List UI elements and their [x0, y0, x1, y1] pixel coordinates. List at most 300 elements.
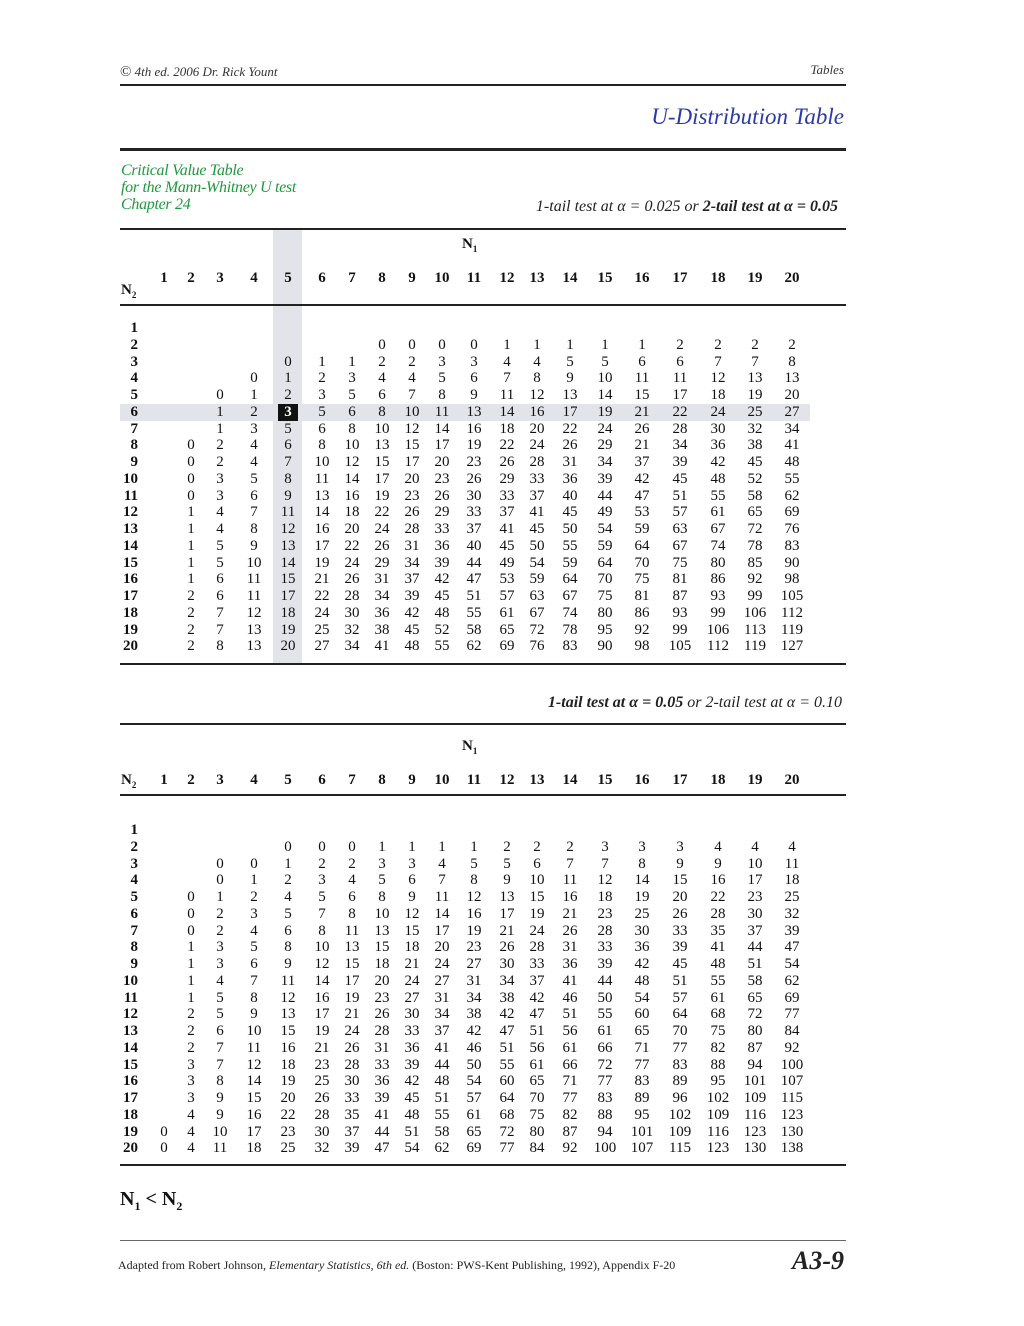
table-cell: 15 — [404, 437, 420, 454]
table-cell: 12 — [529, 387, 545, 403]
table-cell: 78 — [562, 621, 578, 638]
table-cell: 8 — [284, 939, 292, 956]
column-header: 17 — [672, 772, 688, 788]
table-cell: 2 — [216, 905, 224, 922]
table-cell: 1 — [187, 504, 195, 521]
table-cell: 41 — [374, 1106, 390, 1123]
table-cell: 1 — [187, 972, 195, 989]
table-cell: 98 — [634, 638, 650, 655]
table-cell: 3 — [250, 905, 258, 922]
table-cell: 99 — [747, 588, 763, 604]
table-cell: 24 — [314, 604, 330, 621]
table-cell: 0 — [187, 889, 195, 905]
table-cell: 86 — [634, 604, 650, 621]
table-cell: 80 — [597, 604, 613, 621]
table-cell: 36 — [404, 1039, 420, 1056]
note-n1-sub: 1 — [134, 1199, 141, 1213]
table-cell: 6 — [638, 353, 646, 370]
row-header: 19 — [123, 621, 138, 638]
table-cell: 23 — [374, 989, 390, 1006]
table-cell: 28 — [672, 420, 688, 437]
t2-bold: 1-tail test at — [547, 694, 630, 711]
column-header: 1 — [160, 772, 168, 788]
table-cell: 9 — [676, 855, 684, 872]
table-cell: 33 — [434, 521, 450, 537]
table-cell: 93 — [710, 588, 726, 604]
row-header: 12 — [123, 1006, 138, 1023]
table-cell: 18 — [344, 504, 360, 521]
table-cell: 1 — [470, 838, 478, 855]
table-cell: 44 — [466, 554, 482, 571]
table-cell: 49 — [499, 554, 515, 571]
table-cell: 12 — [404, 420, 420, 437]
table-cell: 1 — [378, 838, 386, 855]
table-cell: 16 — [466, 905, 482, 922]
table-cell: 47 — [784, 939, 800, 956]
table-cell: 76 — [784, 521, 800, 537]
table-cell: 14 — [280, 554, 296, 571]
table-cell: 18 — [246, 1140, 262, 1157]
table-cell: 30 — [466, 487, 482, 504]
table-cell: 4 — [187, 1140, 195, 1157]
table-cell: 15 — [280, 571, 296, 588]
table-cell: 35 — [344, 1106, 360, 1123]
table-cell: 0 — [438, 336, 446, 353]
table-cell: 54 — [784, 956, 800, 972]
table-cell: 39 — [404, 1056, 420, 1073]
table-cell: 75 — [634, 571, 650, 588]
table-cell: 40 — [562, 487, 578, 504]
table-cell: 0 — [408, 336, 416, 353]
table-cell: 14 — [634, 872, 650, 889]
table-cell: 9 — [250, 537, 258, 554]
table-cell: 9 — [470, 387, 478, 403]
table-cell: 12 — [314, 956, 330, 972]
table-cell: 2 — [187, 638, 195, 655]
row-header: 8 — [130, 437, 138, 454]
table-cell: 86 — [710, 571, 726, 588]
highlighted-cell: 3 — [278, 404, 298, 421]
table-cell: 23 — [404, 487, 420, 504]
table-cell: 2 — [187, 1006, 195, 1023]
table-cell: 10 — [246, 1023, 262, 1039]
table-cell: 25 — [280, 1140, 296, 1157]
table-cell: 130 — [743, 1140, 767, 1157]
table-cell: 17 — [747, 872, 763, 889]
table-cell: 19 — [280, 621, 296, 638]
table-cell: 47 — [499, 1023, 515, 1039]
table-cell: 1 — [408, 838, 416, 855]
table-cell: 3 — [187, 1073, 195, 1090]
table-cell: 17 — [314, 1006, 330, 1023]
table-cell: 14 — [597, 387, 613, 403]
table-cell: 4 — [187, 1123, 195, 1140]
table-cell: 3 — [216, 956, 224, 972]
table-cell: 22 — [374, 504, 390, 521]
column-header: 14 — [562, 270, 578, 286]
table-cell: 28 — [374, 1023, 390, 1039]
table-cell: 66 — [562, 1056, 578, 1073]
table-cell: 44 — [374, 1123, 390, 1140]
table-cell: 25 — [747, 403, 763, 420]
table-cell: 34 — [784, 420, 800, 437]
table-cell: 16 — [466, 420, 482, 437]
table-cell: 3 — [216, 470, 224, 487]
table-cell: 1 — [503, 336, 511, 353]
table-cell: 26 — [374, 537, 390, 554]
table-cell: 8 — [284, 470, 292, 487]
table-cell: 21 — [634, 437, 650, 454]
table-cell: 102 — [706, 1090, 730, 1106]
table-cell: 1 — [438, 838, 446, 855]
caption-line2: for the Mann-Whitney U test — [121, 179, 296, 196]
table-cell: 4 — [216, 972, 224, 989]
table-cell: 48 — [434, 604, 450, 621]
table-cell: 77 — [499, 1140, 515, 1157]
table-cell: 2 — [566, 838, 574, 855]
table-cell: 1 — [250, 872, 258, 889]
table-cell: 5 — [250, 939, 258, 956]
table-cell: 93 — [672, 604, 688, 621]
t1-bold2: = 0.05 — [792, 198, 838, 215]
table-cell: 52 — [747, 470, 763, 487]
table-cell: 0 — [160, 1140, 168, 1157]
table-cell: 26 — [672, 905, 688, 922]
table-cell: 8 — [348, 905, 356, 922]
table-cell: 20 — [434, 939, 450, 956]
table-cell: 67 — [672, 537, 688, 554]
table-cell: 8 — [348, 420, 356, 437]
citation-prefix: Adapted from Robert Johnson, — [118, 1258, 269, 1272]
row-header: 10 — [123, 470, 138, 487]
table-cell: 42 — [710, 454, 726, 470]
table-cell: 33 — [672, 922, 688, 939]
table-cell: 2 — [378, 353, 386, 370]
table-cell: 123 — [706, 1140, 730, 1157]
note-lt: < — [140, 1188, 162, 1210]
row-header: 2 — [130, 336, 138, 353]
table-cell: 8 — [250, 521, 258, 537]
table-cell: 4 — [250, 437, 258, 454]
table-cell: 12 — [344, 454, 360, 470]
table-cell: 3 — [601, 838, 609, 855]
table-cell: 50 — [562, 521, 578, 537]
table-cell: 48 — [404, 638, 420, 655]
table-cell: 83 — [562, 638, 578, 655]
table-cell: 77 — [597, 1073, 613, 1090]
table-cell: 31 — [466, 972, 482, 989]
row-header: 4 — [130, 370, 138, 387]
table-cell: 7 — [216, 621, 224, 638]
table-cell: 42 — [529, 989, 545, 1006]
footer-citation — [118, 1258, 675, 1273]
table-cell: 6 — [470, 370, 478, 387]
table-cell: 51 — [466, 588, 482, 604]
table-cell: 19 — [597, 403, 613, 420]
table-cell: 113 — [744, 621, 766, 638]
table-cell: 41 — [562, 972, 578, 989]
table-cell: 11 — [280, 504, 296, 521]
table-cell: 40 — [466, 537, 482, 554]
column-header: 1 — [160, 270, 168, 286]
table-cell: 62 — [434, 1140, 450, 1157]
table-cell: 17 — [314, 537, 330, 554]
table-cell: 17 — [374, 470, 390, 487]
table-cell: 9 — [408, 889, 416, 905]
column-header: 5 — [284, 772, 292, 788]
t1-plain1: 1-tail test at — [535, 198, 618, 215]
table-cell: 19 — [634, 889, 650, 905]
table-cell: 1 — [187, 939, 195, 956]
table-cell: 85 — [747, 554, 763, 571]
table-cell: 53 — [499, 571, 515, 588]
table-cell: 60 — [634, 1006, 650, 1023]
table-cell: 20 — [344, 521, 360, 537]
column-header: 11 — [466, 270, 482, 286]
table-cell: 5 — [601, 353, 609, 370]
table-cell: 2 — [348, 855, 356, 872]
table-cell: 8 — [438, 387, 446, 403]
column-header: 4 — [250, 270, 258, 286]
table-cell: 26 — [499, 939, 515, 956]
table-cell: 94 — [747, 1056, 763, 1073]
table-cell: 38 — [499, 989, 515, 1006]
table-cell: 45 — [672, 470, 688, 487]
table-cell: 74 — [562, 604, 578, 621]
table-cell: 106 — [706, 621, 730, 638]
table-cell: 4 — [216, 521, 224, 537]
table-cell: 16 — [280, 1039, 296, 1056]
table-cell: 61 — [499, 604, 515, 621]
table-cell: 16 — [562, 889, 578, 905]
table-cell: 23 — [747, 889, 763, 905]
table-cell: 92 — [634, 621, 650, 638]
table-cell: 9 — [284, 487, 292, 504]
table-cell: 81 — [672, 571, 688, 588]
table-cell: 1 — [284, 855, 292, 872]
table-cell: 75 — [597, 588, 613, 604]
table-cell: 5 — [470, 855, 478, 872]
table-cell: 29 — [597, 437, 613, 454]
table-cell: 71 — [562, 1073, 578, 1090]
table-cell: 0 — [318, 838, 326, 855]
table-cell: 0 — [378, 336, 386, 353]
table-cell: 50 — [529, 537, 545, 554]
table-cell: 41 — [710, 939, 726, 956]
column-header: 3 — [216, 772, 224, 788]
table-cell: 4 — [714, 838, 722, 855]
table-cell: 0 — [187, 487, 195, 504]
table-cell: 15 — [280, 1023, 296, 1039]
table-cell: 16 — [710, 872, 726, 889]
table-cell: 37 — [466, 521, 482, 537]
table-cell: 30 — [634, 922, 650, 939]
table-cell: 45 — [404, 621, 420, 638]
table-cell: 24 — [597, 420, 613, 437]
table-cell: 37 — [634, 454, 650, 470]
table-cell: 2 — [284, 387, 292, 403]
table-cell: 99 — [672, 621, 688, 638]
table-cell: 50 — [466, 1056, 482, 1073]
table-cell: 18 — [784, 872, 800, 889]
table-cell: 34 — [404, 554, 420, 571]
table-cell: 23 — [434, 470, 450, 487]
table-cell: 6 — [676, 353, 684, 370]
table-cell: 66 — [597, 1039, 613, 1056]
table-cell: 8 — [533, 370, 541, 387]
row-header: 18 — [123, 604, 138, 621]
row-header: 7 — [130, 922, 138, 939]
table-cell: 5 — [216, 989, 224, 1006]
table-cell: 4 — [438, 855, 446, 872]
table-cell: 13 — [374, 437, 390, 454]
table-cell: 2 — [216, 454, 224, 470]
table-cell: 32 — [344, 621, 360, 638]
table-cell: 62 — [784, 487, 800, 504]
table-cell: 4 — [348, 872, 356, 889]
column-header: 18 — [710, 270, 726, 286]
table-cell: 27 — [434, 972, 450, 989]
table-cell: 22 — [280, 1106, 296, 1123]
table-cell: 39 — [374, 1090, 390, 1106]
row-header: 3 — [130, 353, 138, 370]
header-left — [120, 64, 278, 81]
table-cell: 54 — [634, 989, 650, 1006]
table-cell: 16 — [246, 1106, 262, 1123]
table-cell: 95 — [597, 621, 613, 638]
table-cell: 25 — [314, 1073, 330, 1090]
table-cell: 11 — [434, 889, 450, 905]
table-cell: 36 — [434, 537, 450, 554]
table-cell: 28 — [344, 588, 360, 604]
table-cell: 19 — [280, 1073, 296, 1090]
table-cell: 0 — [250, 370, 258, 387]
table-cell: 1 — [638, 336, 646, 353]
table2-top-rule — [120, 723, 846, 725]
n1-label — [462, 236, 477, 254]
row-header: 7 — [130, 420, 138, 437]
table-cell: 0 — [284, 838, 292, 855]
table-cell: 75 — [672, 554, 688, 571]
table-cell: 19 — [374, 487, 390, 504]
table-cell: 19 — [314, 1023, 330, 1039]
table-cell: 96 — [672, 1090, 688, 1106]
header-bottom-rule — [120, 304, 846, 306]
table-cell: 58 — [466, 621, 482, 638]
table-cell: 65 — [529, 1073, 545, 1090]
table-cell: 18 — [597, 889, 613, 905]
table-cell: 21 — [634, 403, 650, 420]
table-cell: 27 — [314, 638, 330, 655]
table-cell: 33 — [374, 1056, 390, 1073]
row-header: 15 — [123, 554, 138, 571]
table-cell: 48 — [784, 454, 800, 470]
table-cell: 17 — [434, 922, 450, 939]
table-cell: 7 — [503, 370, 511, 387]
table-cell: 1 — [250, 387, 258, 403]
table-cell: 51 — [404, 1123, 420, 1140]
row-header: 15 — [123, 1056, 138, 1073]
n1-sub: 1 — [472, 244, 478, 254]
n2-main: N — [121, 282, 132, 298]
table-cell: 70 — [597, 571, 613, 588]
table-cell: 88 — [597, 1106, 613, 1123]
table-cell: 4 — [284, 889, 292, 905]
table-cell: 5 — [216, 537, 224, 554]
table-cell: 32 — [747, 420, 763, 437]
table-cell: 20 — [672, 889, 688, 905]
row-header: 16 — [123, 1073, 138, 1090]
table-cell: 46 — [466, 1039, 482, 1056]
table-cell: 65 — [747, 989, 763, 1006]
table-cell: 12 — [466, 889, 482, 905]
table-cell: 51 — [747, 956, 763, 972]
table-cell: 9 — [714, 855, 722, 872]
table-cell: 112 — [781, 604, 803, 621]
table-cell: 65 — [747, 504, 763, 521]
table-cell: 48 — [434, 1073, 450, 1090]
table-cell: 55 — [710, 972, 726, 989]
table-cell: 28 — [404, 521, 420, 537]
table-cell: 39 — [672, 939, 688, 956]
table-cell: 88 — [710, 1056, 726, 1073]
table-cell: 56 — [562, 1023, 578, 1039]
column-header: 6 — [318, 772, 326, 788]
table-cell: 5 — [378, 872, 386, 889]
table-cell: 45 — [747, 454, 763, 470]
column-header: 10 — [434, 772, 450, 788]
column-header: 17 — [672, 270, 688, 286]
table-cell: 3 — [250, 420, 258, 437]
table-cell: 51 — [499, 1039, 515, 1056]
table-cell: 80 — [747, 1023, 763, 1039]
table-cell: 1 — [187, 989, 195, 1006]
table-cell: 98 — [784, 571, 800, 588]
table-cell: 2 — [187, 1039, 195, 1056]
table-cell: 59 — [562, 554, 578, 571]
table-cell: 34 — [672, 437, 688, 454]
table-cell: 51 — [434, 1090, 450, 1106]
table-cell: 72 — [597, 1056, 613, 1073]
table-cell: 7 — [438, 872, 446, 889]
table-cell: 26 — [434, 487, 450, 504]
table-cell: 26 — [466, 470, 482, 487]
table-cell: 37 — [529, 972, 545, 989]
table-cell: 12 — [404, 905, 420, 922]
table-cell: 83 — [634, 1073, 650, 1090]
table-cell: 51 — [672, 972, 688, 989]
table-cell: 1 — [216, 889, 224, 905]
table-cell: 27 — [784, 403, 800, 420]
table-cell: 102 — [668, 1106, 692, 1123]
table-cell: 3 — [187, 1056, 195, 1073]
table-cell: 14 — [344, 470, 360, 487]
table-cell: 39 — [597, 470, 613, 487]
row-header: 6 — [130, 403, 138, 420]
table-cell: 0 — [160, 1123, 168, 1140]
table-cell: 2 — [714, 336, 722, 353]
alpha-symbol: α — [617, 198, 626, 215]
table-cell: 45 — [672, 956, 688, 972]
table-cell: 60 — [499, 1073, 515, 1090]
row-header: 8 — [130, 939, 138, 956]
table-cell: 19 — [466, 922, 482, 939]
table-cell: 45 — [562, 504, 578, 521]
table-bottom-rule — [120, 1164, 846, 1166]
table-cell: 37 — [344, 1123, 360, 1140]
table-cell: 106 — [743, 604, 767, 621]
table-cell: 4 — [187, 1106, 195, 1123]
